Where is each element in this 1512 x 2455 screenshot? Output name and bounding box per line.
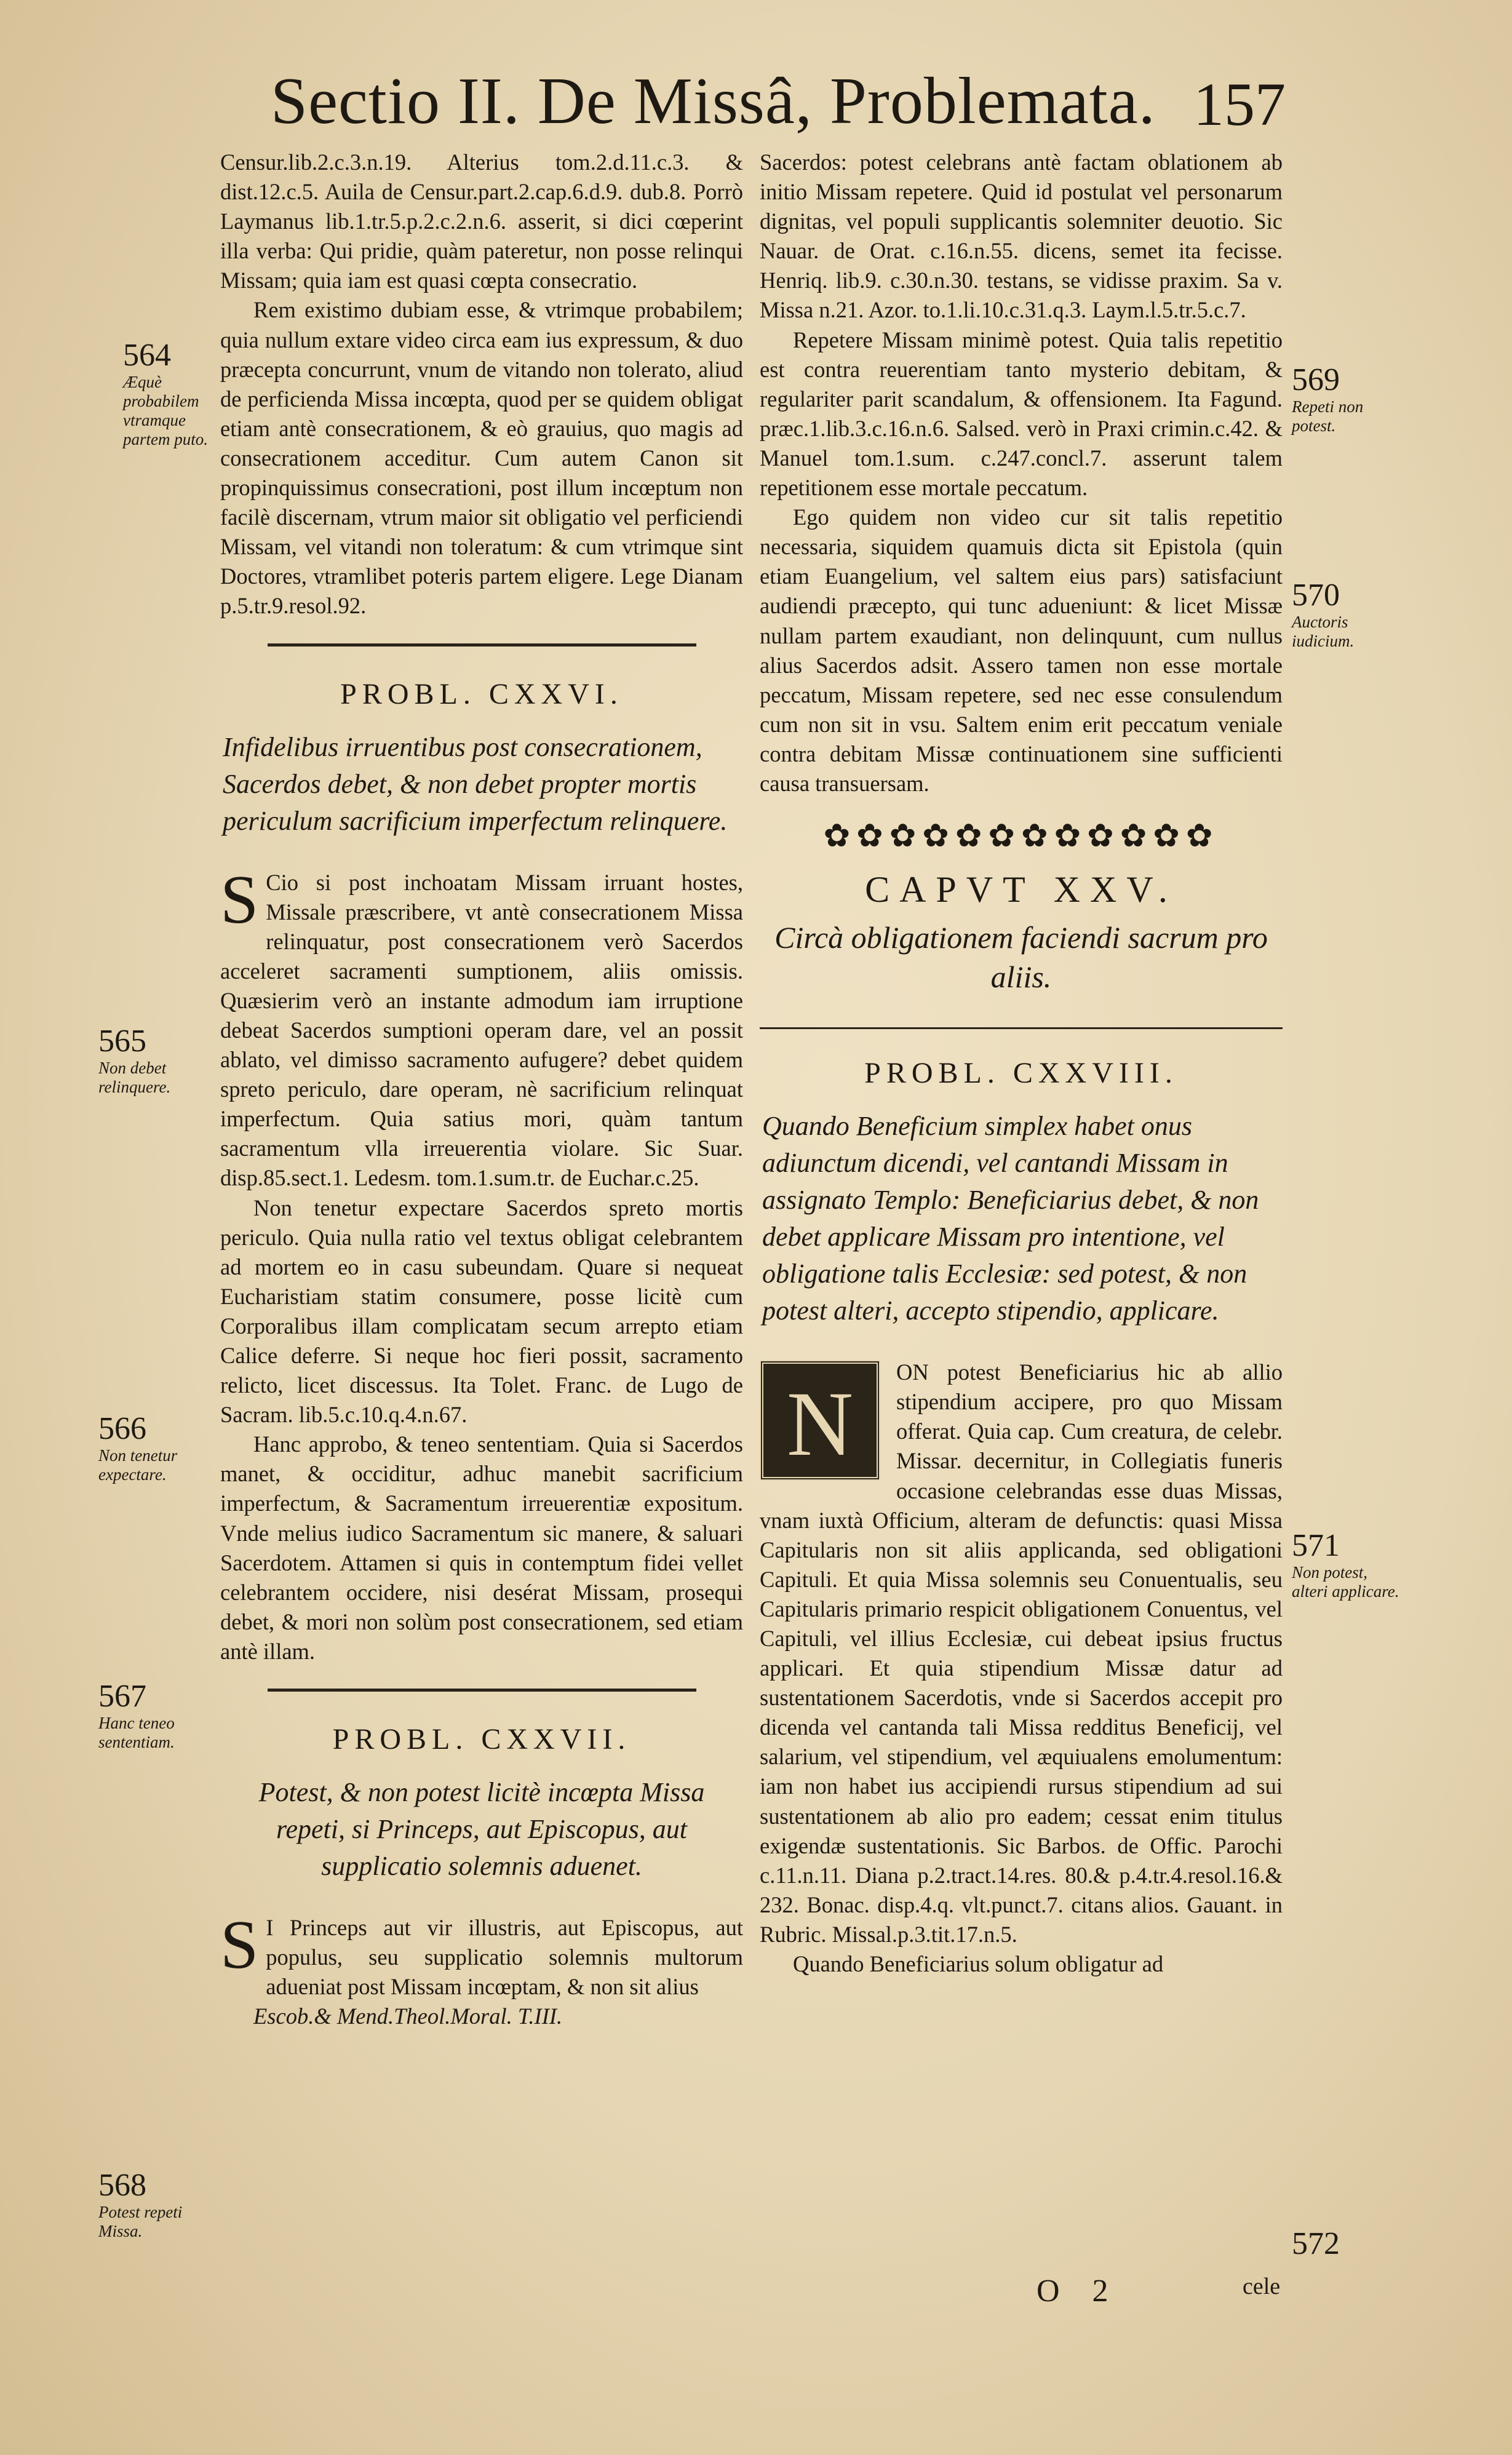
chapter-title: Circà obligationem faciendi sacrum pro aliis.	[774, 920, 1268, 995]
margin-note-text: Repeti non potest.	[1292, 397, 1364, 435]
signature-mark: O 2	[1037, 2274, 1121, 2309]
ornate-initial: N	[760, 1360, 880, 1481]
left-column	[220, 148, 743, 2031]
margin-note-number: 564	[123, 338, 171, 373]
margin-note-text: Æquè probabilem vtramque partem puto.	[123, 373, 208, 448]
paragraph-565-text: Cio si post inchoatam Missam irruant hostes, Missale præscribere, vt antè consecrationem Missa relinquatur, post consecrationem verò Sacerdos acceleret sacramenti sumptionem, aliis omissis. Quæsierim verò an instante admodum iam irruptione debeat Sacerdos sumptioni operam dare, vel an possit ablato, vel dimisso sacramento aufugere? debet quidem spreto periculo, dare operam, nè sacrificium relinquat imperfectum. Quia satius mori, quàm tantum sacramentum vlla irreuerentia violare. Sic Suar. disp.85.sect.1. Ledesm. tom.1.sum.tr. de Euchar.c.25.	[220, 869, 743, 1191]
drop-capital: S	[220, 1907, 259, 1984]
margin-note-572	[1292, 2227, 1403, 2261]
margin-note-number: 570	[1292, 578, 1340, 613]
margin-note-570	[1292, 578, 1403, 651]
problem-126-title: Infidelibus irruentibus post consecrationem, Sacerdos debet, & non debet propter mortis periculum sacrificium imperfectum relinquere.	[223, 731, 728, 836]
margin-note-number: 566	[98, 1411, 146, 1446]
problem-126-heading: PROBL. CXXVI.	[340, 677, 623, 710]
margin-note-567	[98, 1679, 215, 1752]
margin-note-text: Non potest, alteri applicare.	[1292, 1563, 1399, 1601]
drop-capital: S	[220, 861, 259, 938]
page-header	[271, 58, 1286, 145]
problem-127-heading: PROBL. CXXVII.	[332, 1723, 631, 1756]
paragraph-572: Quando Beneficiarius solum obligatur ad	[793, 1951, 1164, 1977]
paragraph-continued: Sacerdos: potest celebrans antè factam oblationem ab initio Missam repetere. Quid id postulat vel personarum dignitas, vel populi supplicantis solemniter deuotio. Sic Nauar. de Orat. c.16.n.55. dicens, semet ita fecisse. Henriq. lib.9. c.30.n.30. testans, se vidisse praxim. Sa v. Missa n.21. Azor. to.1.li.10.c.31.q.3. Laym.l.5.tr.5.c.7.	[760, 149, 1283, 323]
paragraph-569: Repetere Missam minimè potest. Quia talis repetitio est contra reuerentiam tanto mysterio debitam, & regulariter parit scandalum, & offensionem. Ita Fagund. præc.1.lib.3.c.16.n.6. Salsed. verò in Praxi crimin.c.42. & Manuel tom.1.sum. c.247.concl.7. asserunt talem repetitionem esse mortale peccatum.	[760, 327, 1283, 501]
chapter-heading: CAPVT XXV.	[865, 869, 1177, 910]
paragraph-568	[220, 1907, 743, 2002]
margin-note-text: Hanc teneo sententiam.	[98, 1714, 175, 1751]
margin-note-text: Potest repeti Missa.	[98, 2203, 183, 2240]
paragraph-564: Rem existimo dubiam esse, & vtrimque probabilem; quia nullum extare video circa eam ius expressum, & duo præcepta concurrunt, vnum de vitando non tolerato, aliud de perficienda Missa incœpta, quod per se quidem obligat etiam antè consecrationem, & eò grauius, quo magis ad consecrationem acceditur. Cum autem Canon sit propinquissimus consecrationi, post illum incœptum non facilè discernam, vtrum maior sit obligatio vel perficiendi Missam, vel vitandi non toleratum: & cum vtrimque sint Doctores, vtramlibet poteris partem eligere. Lege Dianam p.5.tr.9.resol.92.	[220, 297, 743, 619]
paragraph-570: Ego quidem non video cur sit talis repetitio necessaria, siquidem quamuis dicta sit Epistola (quin etiam Euangelium, vel saltem eius pars) satisfaciunt audiendi præcepto, qui tunc adueniunt: & licet Missæ nullam partem exaudiant, non delinquunt, cum nullus alius Sacerdos adsit. Assero tamen non esse mortale peccatum, Missam repetere, sed nec esse consulendum cum non sit in vsu. Saltem enim erit peccatum veniale contra debitam Missæ continuationem sine sufficienti causa transuersam.	[760, 504, 1283, 796]
margin-note-565	[98, 1024, 215, 1097]
problem-128-title: Quando Beneficium simplex habet onus adiunctum dicendi, vel cantandi Missam in assignato Templo: Beneficiarius debet, & non debet applicare Missam pro intentione, vel obligatione talis Ecclesiæ: sed potest, & non potest alteri, accepto stipendio, applicare.	[762, 1111, 1259, 1326]
right-column	[760, 148, 1283, 1979]
margin-note-text: Auctoris iudicium.	[1292, 613, 1355, 650]
paragraph-571-text: ON potest Beneficiarius hic ab allio stipendium accipere, pro quo Missam offerat. Quia cap. Cum creatura, de celebr. Missar. decernitur, in Collegiatis funeris occasione celebrandas esse duas Missas, vnam iuxtà Officium, alteram de defunctis: quasi Missa Capitularis non sit aliis applicanda, sed obligationi Capituli. Et quia Missa solemnis seu Conuentualis, seu Capitularis primario respicit obligationem Conuentus, vel Capituli, vel illius Ecclesiæ, cui debeat ipsius fructus applicari. Et quia stipendium Missæ datur ad sustentationem Sacerdotis, vnde si Sacerdos accepit pro dicenda vel cantanda tali Missa redditus Beneficij, vel salarium, vel stipendium, vel æquiualens emolumentum: iam non habet ius accipiendi rursus stipendium ad sui sustentationem ab alio pro eadem; cessat enim titulus exigendæ sustentationis. Sic Barbos. de Offic. Parochi c.11.n.11. Diana p.2.tract.14.res. 80.& p.4.tr.4.resol.16.& 232. Bonac. disp.4.q. vlt.punct.7. citans alios. Gauant. in Rubric. Missal.p.3.tit.17.n.5.	[760, 1359, 1283, 1947]
margin-note-564	[123, 338, 221, 449]
margin-note-text: Non tenetur expectare.	[98, 1446, 178, 1484]
paragraph-567: Hanc approbo, & teneo sententiam. Quia si Sacerdos manet, & occiditur, adhuc manebit sacrificium imperfectum, & Sacramentum irreuerentiæ expositum. Vnde melius iudico Sacramentum sic manere, & saluari Sacerdotem. Attamen si quis in contemptum fidei vellet celebrantem occidere, nisi desérat Missam, prosequi debet, & mori non solùm post consecrationem, sed etiam antè illam.	[220, 1431, 743, 1664]
margin-note-569	[1292, 363, 1403, 436]
section-divider	[760, 1027, 1283, 1029]
margin-note-number: 572	[1292, 2226, 1340, 2261]
running-title: Sectio II. De Missâ, Problemata.	[271, 65, 1156, 138]
margin-note-number: 568	[98, 2168, 146, 2203]
section-divider	[268, 1689, 696, 1692]
section-divider	[268, 643, 696, 647]
margin-note-text: Non debet relinquere.	[98, 1059, 171, 1096]
margin-note-566	[98, 1412, 215, 1484]
margin-note-571	[1292, 1529, 1403, 1601]
margin-note-number: 565	[98, 1024, 146, 1059]
problem-127-title: Potest, & non potest licitè incœpta Missa repeti, si Princeps, aut Episcopus, aut supplicatio solemnis aduenet.	[258, 1777, 705, 1882]
margin-note-568	[98, 2168, 215, 2241]
margin-note-number: 571	[1292, 1528, 1340, 1563]
paragraph-571	[760, 1358, 1283, 1949]
ornament-fleurons: ✿✿✿✿✿✿✿✿✿✿✿✿	[823, 822, 1219, 852]
paragraph-continued: Censur.lib.2.c.3.n.19. Alterius tom.2.d.11.c.3. & dist.12.c.5. Auila de Censur.part.2.cap.6.d.9. dub.8. Porrò Laymanus lib.1.tr.5.p.2.c.2.n.6. asserit, si dici cœperint illa verba: Qui pridie, quàm pateretur, non posse relinqui Missam; quia iam est quasi cœpta consecratio.	[220, 149, 743, 293]
catchword: cele	[1243, 2274, 1281, 2299]
margin-note-number: 567	[98, 1679, 146, 1714]
problem-128-heading: PROBL. CXXVIII.	[864, 1057, 1178, 1090]
margin-note-number: 569	[1292, 362, 1340, 397]
page-number: 157	[1193, 70, 1286, 138]
footer-line: Escob.& Mend.Theol.Moral. T.III.	[253, 2003, 563, 2029]
paragraph-568-text: I Princeps aut vir illustris, aut Episcopus, aut populus, seu supplicatio solemnis multorum adueniat post Missam incœptam, & non sit alius	[266, 1915, 743, 2000]
paragraph-566: Non tenetur expectare Sacerdos spreto mortis periculo. Quia nulla ratio vel textus obligat celebrantem ad mortem eo in casu subeundam. Quare si nequeat Eucharistiam statim consumere, posse licitè cum Corporalibus illam complicatam secum arrepto etiam Calice deferre. Si neque hoc fieri possit, sacramento relicto, licet discessus. Ita Tolet. Franc. de Lugo de Sacram. lib.5.c.10.q.4.n.67.	[220, 1195, 743, 1428]
paragraph-565	[220, 861, 743, 1193]
